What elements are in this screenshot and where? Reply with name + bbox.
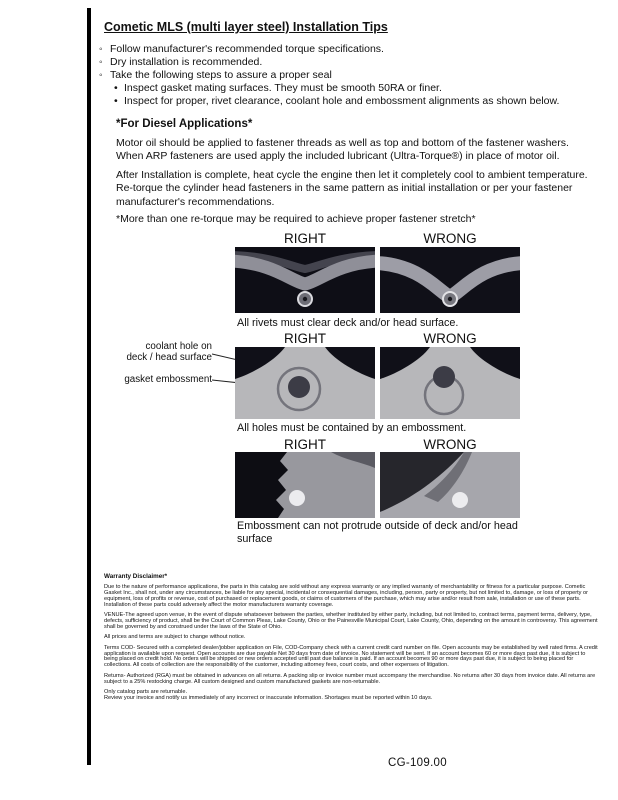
diagram-caption: Embossment can not protrude outside of deck and/or head surface <box>237 520 518 545</box>
tip-bullet <box>99 69 604 82</box>
tip-bullet <box>99 43 604 56</box>
diesel-heading: *For Diesel Applications* <box>116 118 253 130</box>
filled-bullet-icon: • <box>114 82 118 94</box>
wrong-label: WRONG <box>423 331 477 346</box>
tip-bullet <box>99 56 604 69</box>
sub-bullet-text: Inspect gasket mating surfaces. They must be smooth 50RA or finer. <box>124 82 442 94</box>
warranty-paragraph: VENUE-The agreed upon venue, in the event of dispute whatsoever between the parties, whether instituted by either party, including, but not limited to, contract terms, payment terms, delivery, type, defects, sufficiency of product, shall be the Court of Common Pleas, Lake County, Ohio or the Painesville Municipal Court, Lake County, Ohio, depending on the amount in controversy. This agreement shall be governed by and construed under the laws of the State of Ohio. <box>104 612 598 630</box>
warranty-paragraph: Returns- Authorized (RGA) must be obtained in advances on all returns. A packing slip or invoice number must accompany the merchandise. No returns after 30 days from invoice date. All returns are subject to a 25% restocking charge. All custom designed and custom manufactured gaskets are non-returnable. <box>104 672 596 685</box>
open-bullet-icon: ◦ <box>99 44 103 55</box>
page-title: Cometic MLS (multi layer steel) Installation Tips <box>104 20 388 34</box>
warranty-paragraph: Terms COD- Secured with a completed dealer/jobber application on File, COD-Company check with a current credit card number on file. Open accounts may be established by well rated firms. A credit application is available upon request. Open accounts are due payable Net 30 days from date of invoice. No statement will be sent. If an account becomes 60 or more days past due, it is subject to being placed on credit hold. No orders will be shipped or new orders accepted until past due balance is paid. If an account becomes 90 or more days past due, it is subject to being placed for collections. All costs of collection are the responsibility of the customer, including attorney fees, court costs, and other expenses of litigation. <box>104 644 598 669</box>
sub-bullet <box>114 82 604 95</box>
warranty-heading: Warranty Disclaimer* <box>104 573 168 580</box>
page-code: CG-109.00 <box>388 757 447 769</box>
diagram-hole-right <box>235 347 375 419</box>
embossment-wrong-illustration <box>380 452 520 518</box>
right-label: RIGHT <box>284 437 326 452</box>
diesel-paragraph: Motor oil should be applied to fastener threads as well as top and bottom of the fastener washers. When ARP fasteners are used apply the included lubricant (Ultra-Torque®) in place of motor oil. <box>116 137 569 163</box>
sub-bullet <box>114 95 604 108</box>
right-label: RIGHT <box>284 331 326 346</box>
right-label: RIGHT <box>284 231 326 246</box>
hole-right-illustration <box>235 347 375 419</box>
warranty-paragraph: Due to the nature of performance applications, the parts in this catalog are sold without any express warranty or any implied warranty of merchantability or fitness for a particular purpose. Cometic Gasket Inc., shall not, under any circumstances, be liable for any special, incidental or consequential damages, including, person, party or property, but not limited to, damage, or loss of property or equipment, loss of profits or revenue, cost of purchased or replacement goods, or claims of customers of the purchase, which may arise and/or result from sale, installation or use of these parts. Installation of these parts could adversely affect the motor manufacturers warranty coverage. <box>104 583 589 608</box>
tip-bullet-text: Dry installation is recommended. <box>110 56 263 68</box>
diagram-rivet-right <box>235 247 375 313</box>
callout-gasket-embossment: gasket embossment <box>124 374 212 385</box>
left-border-rule <box>87 8 91 765</box>
tip-bullet-text: Follow manufacturer's recommended torque specifications. <box>110 43 384 55</box>
diagram-rivet-wrong <box>380 247 520 313</box>
callout-coolant-line2: deck / head surface <box>126 352 212 363</box>
rivet-wrong-illustration <box>380 247 520 313</box>
tip-bullet-text: Take the following steps to assure a proper seal <box>110 69 332 81</box>
tips-list <box>99 43 604 108</box>
open-bullet-icon: ◦ <box>99 57 103 68</box>
rivet-right-illustration <box>235 247 375 313</box>
open-bullet-icon: ◦ <box>99 70 103 81</box>
wrong-label: WRONG <box>423 437 477 452</box>
warranty-paragraph: Only catalog parts are returnable. <box>104 689 188 696</box>
diagram-hole-wrong <box>380 347 520 419</box>
diagram-embossment-right <box>235 452 375 518</box>
diagram-caption: All rivets must clear deck and/or head surface. <box>237 317 459 329</box>
retorque-note: *More than one re-torque may be required to achieve proper fastener stretch* <box>116 213 476 225</box>
wrong-label: WRONG <box>423 231 477 246</box>
sub-bullet-text: Inspect for proper, rivet clearance, coolant hole and embossment alignments as shown below. <box>124 95 560 107</box>
warranty-paragraph: Review your invoice and notify us immediately of any incorrect or inaccurate information. Shortages must be reported within 10 days. <box>104 695 433 701</box>
callout-coolant-line1: coolant hole on <box>145 341 212 352</box>
diagram-caption: All holes must be contained by an embossment. <box>237 422 467 434</box>
hole-wrong-illustration <box>380 347 520 419</box>
callout-coolant-hole <box>112 341 212 363</box>
warranty-paragraph: All prices and terms are subject to change without notice. <box>104 634 246 641</box>
warranty-section <box>104 574 598 706</box>
filled-bullet-icon: • <box>114 95 118 107</box>
embossment-right-illustration <box>235 452 375 518</box>
diagram-embossment-wrong <box>380 452 520 518</box>
diesel-paragraph: After Installation is complete, heat cycle the engine then let it completely cool to ambient temperature. Re-torque the cylinder head fasteners in the same pattern as initial installation or per your fastener manufacturer's recommendations. <box>116 169 588 208</box>
